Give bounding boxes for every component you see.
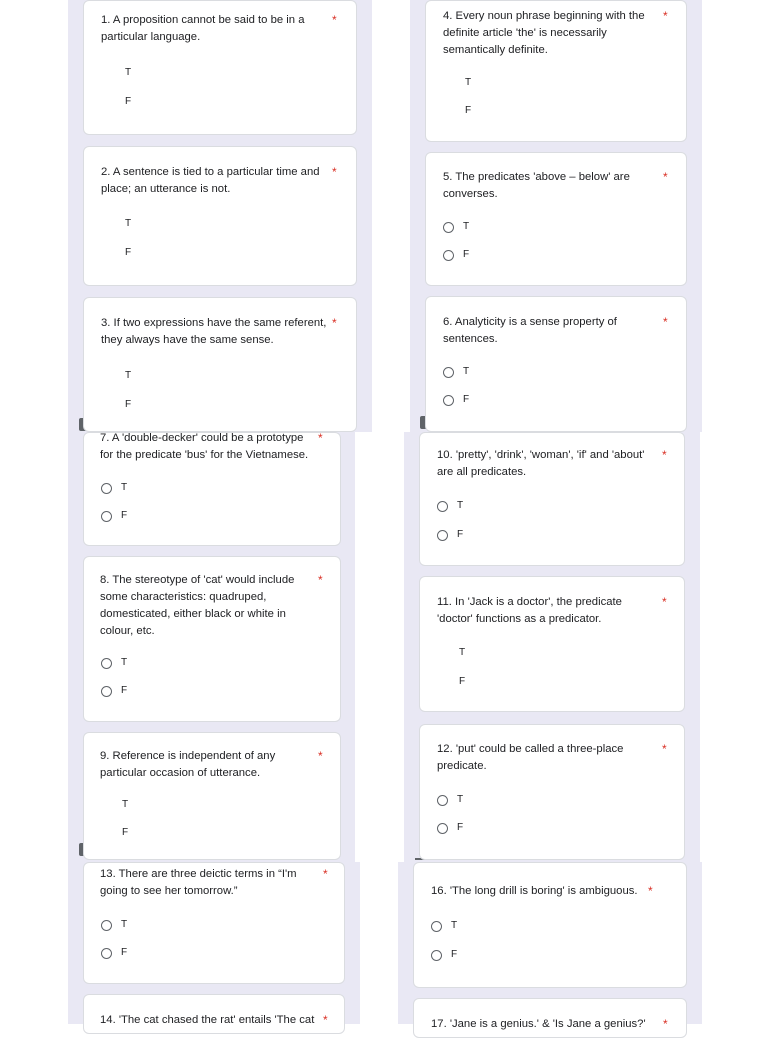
required-mark: *	[648, 884, 653, 898]
option-label: F	[459, 676, 466, 687]
option-label: F	[121, 947, 128, 958]
option-label: F	[457, 529, 464, 540]
option-label: T	[121, 482, 128, 493]
question-text-11: 11. In 'Jack is a doctor', the predicate 'doctor' functions as a predicator.	[437, 596, 622, 625]
option-true-13[interactable]	[101, 919, 127, 931]
required-mark: *	[318, 431, 323, 445]
radio-icon	[101, 658, 112, 669]
option-label: F	[463, 249, 470, 260]
required-mark: *	[332, 316, 337, 330]
option-true-7[interactable]	[101, 482, 127, 494]
question-text-8: 8. The stereotype of 'cat' would include some characteristics: quadruped, domesticated, either black or white in colour, etc.	[100, 574, 295, 637]
option-label: T	[121, 657, 128, 668]
required-mark: *	[323, 1013, 328, 1027]
question-text-16: 16. 'The long drill is boring' is ambiguous.	[431, 885, 638, 897]
radio-icon	[101, 920, 112, 931]
option-label: F	[121, 510, 128, 521]
radio-icon	[443, 222, 454, 233]
option-label: T	[451, 920, 458, 931]
question-text-7: 7. A 'double-decker' could be a prototype for the predicate 'bus' for the Vietnamese.	[100, 432, 309, 461]
option-true-3[interactable]	[125, 370, 131, 382]
option-false-7[interactable]	[101, 510, 127, 522]
option-label: F	[121, 685, 128, 696]
option-label: F	[451, 949, 458, 960]
radio-icon	[101, 511, 112, 522]
required-mark: *	[332, 165, 337, 179]
question-text-17: 17. 'Jane is a genius.' & 'Is Jane a genius?'	[431, 1018, 646, 1030]
question-text-14: 14. 'The cat chased the rat' entails 'The cat	[100, 1014, 315, 1026]
option-true-5[interactable]	[443, 221, 469, 233]
option-true-9[interactable]	[122, 799, 128, 811]
option-true-12[interactable]	[437, 794, 463, 806]
radio-icon	[443, 395, 454, 406]
option-true-8[interactable]	[101, 657, 127, 669]
radio-icon	[431, 921, 442, 932]
option-label: T	[457, 794, 464, 805]
option-false-13[interactable]	[101, 947, 127, 959]
question-text-1: 1. A proposition cannot be said to be in a particular language.	[101, 14, 305, 43]
option-label: T	[122, 799, 129, 810]
option-label: T	[121, 919, 128, 930]
option-label: T	[459, 647, 466, 658]
radio-icon	[437, 795, 448, 806]
required-mark: *	[662, 595, 667, 609]
required-mark: *	[663, 315, 668, 329]
required-mark: *	[663, 9, 668, 23]
radio-icon	[101, 686, 112, 697]
option-false-4[interactable]	[465, 105, 471, 117]
option-true-6[interactable]	[443, 366, 469, 378]
radio-icon	[437, 501, 448, 512]
option-false-10[interactable]	[437, 529, 463, 541]
option-label: F	[125, 96, 132, 107]
option-label: F	[465, 105, 472, 116]
radio-icon	[101, 483, 112, 494]
radio-icon	[443, 250, 454, 261]
required-mark: *	[332, 13, 337, 27]
question-text-4: 4. Every noun phrase beginning with the definite article 'the' is necessarily semantically definite.	[443, 10, 645, 56]
option-false-6[interactable]	[443, 394, 469, 406]
option-label: F	[125, 399, 132, 410]
option-false-12[interactable]	[437, 822, 463, 834]
required-mark: *	[663, 170, 668, 184]
option-false-3[interactable]	[125, 399, 131, 411]
option-label: T	[465, 77, 472, 88]
required-mark: *	[663, 1017, 668, 1031]
question-text-12: 12. 'put' could be called a three-place predicate.	[437, 743, 624, 772]
option-label: T	[463, 366, 470, 377]
option-false-1[interactable]	[125, 96, 131, 108]
option-false-16[interactable]	[431, 949, 457, 961]
option-false-5[interactable]	[443, 249, 469, 261]
option-false-2[interactable]	[125, 247, 131, 259]
question-text-5: 5. The predicates 'above – below' are converses.	[443, 171, 630, 200]
radio-icon	[431, 950, 442, 961]
required-mark: *	[662, 448, 667, 462]
option-label: F	[125, 247, 132, 258]
required-mark: *	[662, 742, 667, 756]
radio-icon	[101, 948, 112, 959]
option-true-16[interactable]	[431, 920, 457, 932]
question-text-13: 13. There are three deictic terms in “I'm going to see her tomorrow.”	[100, 868, 297, 897]
question-text-3: 3. If two expressions have the same referent, they always have the same sense.	[101, 317, 327, 346]
option-label: T	[125, 218, 132, 229]
radio-icon	[437, 530, 448, 541]
option-true-4[interactable]	[465, 77, 471, 89]
option-label: T	[457, 500, 464, 511]
question-text-2: 2. A sentence is tied to a particular time and place; an utterance is not.	[101, 166, 320, 195]
option-label: T	[125, 370, 132, 381]
option-true-1[interactable]	[125, 67, 131, 79]
required-mark: *	[323, 867, 328, 881]
radio-icon	[443, 367, 454, 378]
option-label: T	[463, 221, 470, 232]
option-true-11[interactable]	[459, 647, 465, 659]
option-label: F	[463, 394, 470, 405]
option-false-11[interactable]	[459, 676, 465, 688]
option-label: F	[122, 827, 129, 838]
required-mark: *	[318, 749, 323, 763]
option-false-8[interactable]	[101, 685, 127, 697]
required-mark: *	[318, 573, 323, 587]
question-text-9: 9. Reference is independent of any particular occasion of utterance.	[100, 750, 276, 779]
question-text-10: 10. 'pretty', 'drink', 'woman', 'if' and 'about' are all predicates.	[437, 449, 645, 478]
option-false-9[interactable]	[122, 827, 128, 839]
option-true-10[interactable]	[437, 500, 463, 512]
option-label: F	[457, 822, 464, 833]
question-text-6: 6. Analyticity is a sense property of sentences.	[443, 316, 617, 345]
option-true-2[interactable]	[125, 218, 131, 230]
radio-icon	[437, 823, 448, 834]
option-label: T	[125, 67, 132, 78]
